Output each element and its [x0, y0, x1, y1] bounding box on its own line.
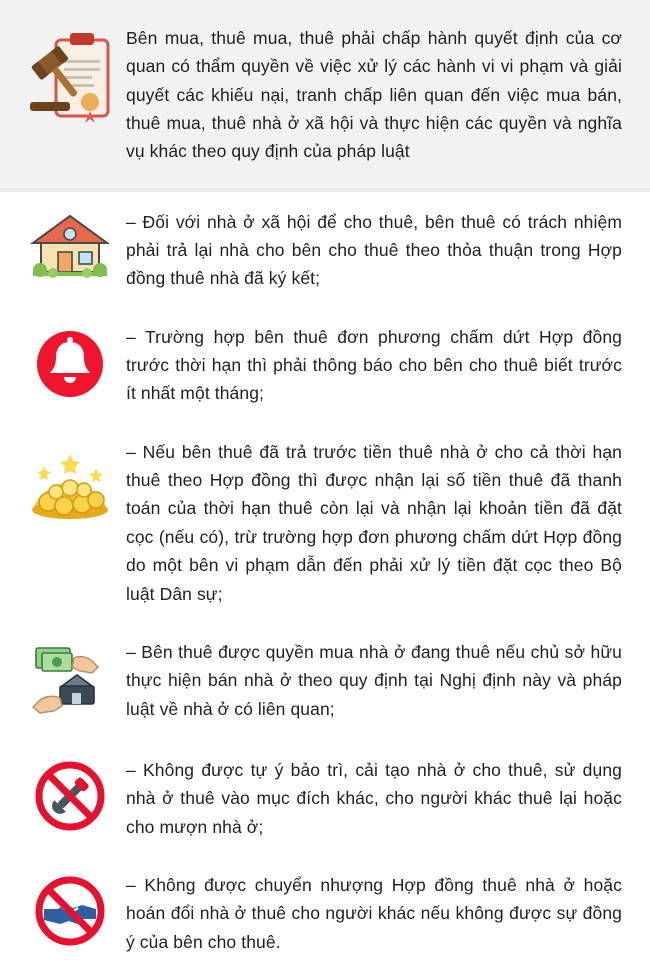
item-icon-cell	[14, 436, 126, 528]
list-item	[0, 422, 650, 622]
list-item	[0, 855, 650, 970]
item-icon-cell	[14, 869, 126, 949]
header-text: Bên mua, thuê mua, thuê phải chấp hành quyết định của cơ quan có thẩm quyền về việc xử lý các hành vi vi phạm và giải quyết các khiếu nại, tranh chấp liên quan đến việc mua bán, thuê mua, thuê nhà ở xã hội và thực hiện các quyền và nghĩa vụ khác theo quy định của pháp luật	[126, 28, 622, 162]
cash-house-exchange-icon	[26, 640, 114, 726]
list-item	[0, 307, 650, 422]
alarm-bell-icon	[31, 325, 109, 403]
list-item	[0, 740, 650, 855]
item-text: – Đối với nhà ở xã hội để cho thuê, bên thuê có trách nhiệm phải trả lại nhà cho bên cho thuê theo thỏa thuận trong Hợp đồng thuê nhà đã ký kết;	[126, 211, 622, 289]
item-text: – Không được tự ý bảo trì, cải tạo nhà ở cho thuê, sử dụng nhà ở thuê vào mục đích khác, cho người khác thuê lại hoặc cho mượn nhà ở;	[126, 759, 622, 837]
item-text: – Bên thuê được quyền mua nhà ở đang thuê nếu chủ sở hữu thực hiện bán nhà ở theo quy định tại Nghị định này và pháp luật về nhà ở có liên quan;	[126, 641, 622, 719]
item-text: – Không được chuyển nhượng Hợp đồng thuê nhà ở hoặc hoán đổi nhà ở thuê cho người khác nếu không được sự đồng ý của bên cho thuê.	[126, 874, 622, 952]
header-icon-cell	[14, 22, 126, 130]
item-text: – Trường hợp bên thuê đơn phương chấm dứt Hợp đồng trước thời hạn thì phải thông báo cho bên cho thuê biết trước ít nhất một tháng;	[126, 326, 622, 404]
house-icon	[27, 210, 113, 284]
no-handshake-icon	[32, 873, 108, 949]
item-icon-cell	[14, 636, 126, 726]
no-repair-icon	[32, 758, 108, 834]
list-item	[0, 192, 650, 307]
gavel-clipboard-icon	[26, 26, 114, 130]
item-icon-cell	[14, 321, 126, 403]
item-icon-cell	[14, 206, 126, 284]
header-section	[0, 0, 650, 188]
item-text: – Nếu bên thuê đã trả trước tiền thuê nhà ở cho cả thời hạn thuê theo Hợp đồng thì được nhận lại số tiền thuê đã thanh toán của thời hạn thuê còn lại và nhận lại khoản tiền đã đặt cọc (nếu có), trừ trường hợp đơn phương chấm dứt Hợp đồng do một bên vi phạm dẫn đến phải xử lý tiền đặt cọc theo Bộ luật Dân sự;	[126, 441, 622, 604]
gold-coins-icon	[24, 440, 116, 528]
item-icon-cell	[14, 754, 126, 834]
list-item	[0, 622, 650, 740]
